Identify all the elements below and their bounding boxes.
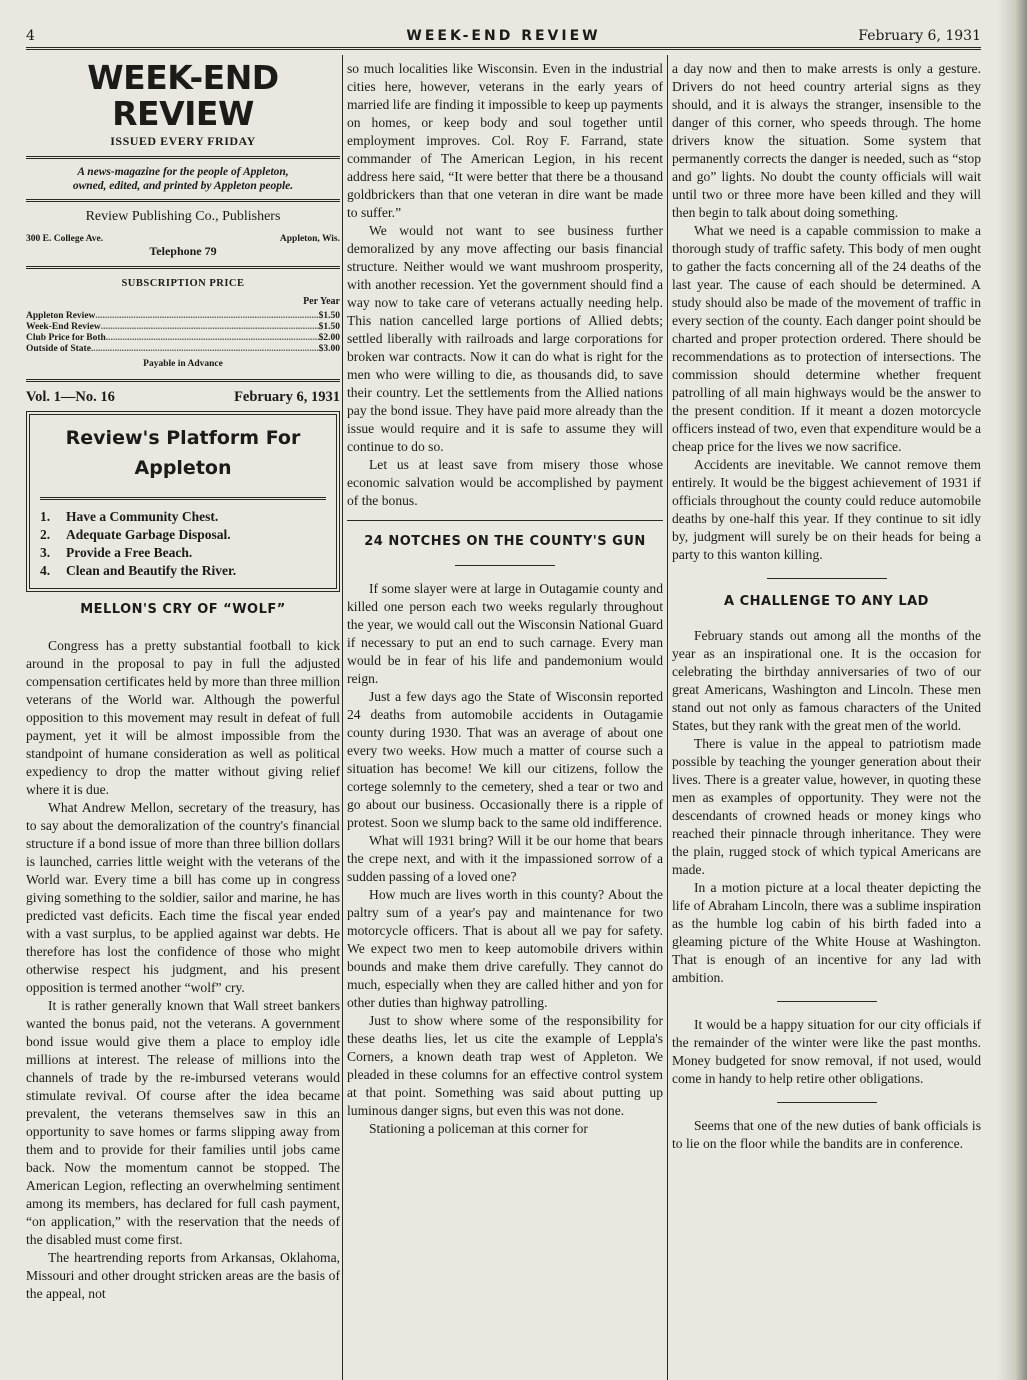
- address-line: [26, 230, 340, 242]
- price-name: Appleton Review: [26, 311, 96, 321]
- platform-title-line: Review's Platform For: [65, 427, 301, 449]
- price-heading: SUBSCRIPTION PRICE: [121, 278, 245, 289]
- dot-leader: [95, 311, 318, 322]
- page-header: [26, 28, 981, 48]
- paragraph: What will 1931 bring? Will it be our home that bears the crepe next, and with it the impassioned sorrow of a sudden passing of a loved one?: [347, 833, 663, 884]
- paragraph: What Andrew Mellon, secretary of the treasury, has to say about the demoralization of the country's financial structure if a bond issue of more than three billion dollars is launched, carries little weight with the veterans of the World war. Every time a bill has come up in congress giving something to the soldier, sailor and marine, he has predicted vast deficits. Each time the fiscal year ended with a vast surplus, to be applied against war debts. He therefore has lost the confidence of those who might otherwise respect his judgment, and his present opposition is termed another “wolf” cry.: [26, 800, 340, 995]
- price-value: $1.50: [318, 322, 340, 332]
- paragraph: Just to show where some of the responsibility for these deaths lies, let us cite the example of Leppla's Corners, a known death trap west of Appleton. We pleaded in these columns for an effective control system at that point. Something was said about putting up luminous danger signs, but even this was not done.: [347, 1013, 663, 1118]
- price-name: Outside of State: [26, 344, 91, 354]
- paragraph: What we need is a capable commission to make a thorough study of traffic safety. This body of men ought to gather the facts concerning all of the 24 deaths of the last year. The cause of each should be determined. A study should also be made of the movement of traffic in every section of the county. Each danger point should be charted and proper protection ordered. There should be recommendations as to protection of intersections. The commission should determine whether frequent patrolling of all main highways would be the answer to the present condition. If it meant a dozen motorcycle officers instead of two, even that expenditure would be a cheap price for the lives we now sacrifice.: [672, 223, 981, 454]
- divider: [26, 156, 340, 159]
- masthead-subtitle: ISSUED EVERY FRIDAY: [110, 134, 256, 148]
- platform-item-text: Have a Community Chest.: [66, 509, 219, 524]
- volume-number: Vol. 1—No. 16: [26, 389, 115, 405]
- price-row: [26, 311, 340, 322]
- paragraph: It is rather generally known that Wall street bankers wanted the bonus paid, not the veterans. A government bond issue would give them a place to employ idle millions at interest. The release of millions into the channels of trade by the re-imbursed veterans would stimulate revival. Of course after the idea became prevalent, the veterans themselves saw in this an opportunity to save homes or farms slipping away from them and to provide for their families until jobs came back. Now the momentum cannot be stopped. The American Legion, reflecting an overwhelming sentiment among its members, has declared for full cash payment, “on application,” with the reservation that the needs of the disabled must come first.: [26, 998, 340, 1247]
- platform-list: [40, 508, 326, 580]
- divider: [40, 497, 326, 500]
- platform-item-text: Adequate Garbage Disposal.: [66, 527, 231, 542]
- price-row: [26, 322, 340, 333]
- platform-item: [40, 544, 326, 562]
- street-address: 300 E. College Ave.: [26, 234, 104, 244]
- platform-item-number: 3.: [40, 545, 51, 560]
- header-date: February 6, 1931: [858, 28, 981, 44]
- platform-item-number: 1.: [40, 509, 51, 524]
- paragraph: Stationing a policeman at this corner for: [369, 1121, 588, 1136]
- paragraph: We would not want to see business further demoralized by any move affecting our basis financial structure. Neither would we want mushroom prosperity, with another recession. Yet the government should find a way now to take care of veterans actually needing help. This nation cancelled large portions of Allied debts; settled liberally with railroads and large corporations for broken war contracts. Now it can do what is right for the men who were willing to die, as thousands did, to save their country. Let the settlements from the Allied nations pay the bond issue. They have paid more already than the issue would require and it is safe to assume they will continue to do so.: [347, 223, 663, 454]
- platform-title-line: Appleton: [134, 457, 232, 479]
- publisher: Review Publishing Co., Publishers: [85, 209, 281, 224]
- running-title: WEEK-END REVIEW: [406, 28, 601, 44]
- city: Appleton, Wis.: [279, 234, 340, 244]
- price-name: Week-End Review: [26, 322, 101, 332]
- price-list: [26, 311, 340, 355]
- platform-item: [40, 526, 326, 544]
- paragraph: Accidents are inevitable. We cannot remove them entirely. It would be the biggest achievement of 1931 if officials throughout the county could reduce automobile deaths by one-half this year. If they continue to sit idly by, judgment will surely be on their heads for being a party to this wanton killing.: [672, 457, 981, 562]
- paragraph: a day now and then to make arrests is only a gesture. Drivers do not heed country arterial signs as they should, and it is always the stranger, insensible to the danger of this corner, who speeds through. The home drivers know the situation. Some system that permanently corrects the danger is needed, such as “stop and go” lights. No doubt the county officials will wait until two or three more have been killed and they will then begin to talk about doing something.: [672, 61, 981, 220]
- platform-title: [40, 421, 326, 493]
- platform-item-text: Provide a Free Beach.: [66, 545, 193, 560]
- paragraph: In a motion picture at a local theater depicting the life of Abraham Lincoln, there was a sublime inspiration as the humble log cabin of his birth faded into a gleaming picture of the White House at Washington. That is enough of an incentive for any lad with ambition.: [672, 880, 981, 985]
- paragraph: Let us at least save from misery those whose economic salvation would be accomplished by payment of the bonus.: [347, 457, 663, 508]
- paragraph: Seems that one of the new duties of bank officials is to lie on the floor while the bandits are in conference.: [672, 1118, 981, 1151]
- platform-item: [40, 562, 326, 580]
- page-number: 4: [26, 28, 35, 44]
- per-year-label: Per Year: [303, 296, 340, 307]
- paragraph: There is value in the appeal to patriotism made possible by teaching the younger generation about their lives. There is a greater value, however, in quoting these men as examples of opportunity. They were not the descendants of crowned heads or money kings who reached their pinnacle through inheritance. They were the plain, rugged stock of which typical Americans are made.: [672, 736, 981, 877]
- platform-item-text: Clean and Beautify the River.: [66, 563, 237, 578]
- telephone: Telephone 79: [149, 244, 217, 258]
- price-value: $2.00: [318, 333, 340, 343]
- headline-mellon: MELLON'S CRY OF “WOLF”: [80, 602, 286, 617]
- divider: [26, 379, 340, 382]
- price-value: $1.50: [318, 311, 340, 321]
- tagline-line: A news-magazine for the people of Appleton,: [77, 166, 289, 178]
- price-name: Club Price for Both: [26, 333, 106, 343]
- divider: [767, 578, 887, 579]
- price-value: $3.00: [318, 344, 340, 354]
- column-rule: [342, 55, 343, 1380]
- column-3: [672, 60, 981, 1153]
- paragraph: Congress has a pretty substantial football to kick around in the proposal to pay in full the adjusted compensation certificates held by more than three million veterans of the World war. Although the powerful opposition to this movement may result in defeat of full payment, yet it will be almost impossible from the standpoint of humane consideration as well as political expediency to drop the matter without giving relief where it is due.: [26, 638, 340, 797]
- tagline: [26, 165, 340, 193]
- headline-challenge: A CHALLENGE TO ANY LAD: [724, 594, 929, 609]
- paragraph: Just a few days ago the State of Wisconsin reported 24 deaths from automobile accidents in Outagamie county during 1930. That was an average of about one every two weeks. How much a matter of course such a situation has become! We kill our citizens, follow the cortege solemnly to the cemetery, shed a tear or two and go about our business. Occasionally there is a ripple of protest. Soon we slump back to the same old indifference.: [347, 689, 663, 830]
- platform-item-number: 2.: [40, 527, 51, 542]
- paragraph: If some slayer were at large in Outagamie county and killed one person each two weeks regularly throughout the year, we would call out the Wisconsin National Guard if necessary to put an end to such carnage. Every man would be in fear of his life and pandemonium would reign.: [347, 581, 663, 686]
- paragraph: so much localities like Wisconsin. Even in the industrial cities here, however, veterans in the early years of married life are finding it impossible to keep up payments on homes, or keep body and soul together until employment improves. Col. Roy F. Farrand, state commander of The American Legion, in his recent address here said, “It were better that there be a thousand goldbrickers than that one veteran in dire want be made to suffer.”: [347, 61, 663, 220]
- dot-leader: [101, 322, 319, 333]
- column-rule: [667, 55, 668, 1380]
- platform-item: [40, 508, 326, 526]
- header-rule: [26, 47, 981, 50]
- divider: [777, 1102, 877, 1103]
- payable-note: Payable in Advance: [143, 359, 223, 369]
- masthead-title: WEEK-END REVIEW: [87, 58, 279, 133]
- paragraph: February stands out among all the months of the year as an inspirational one. It is the occasion for celebrating the birthday anniversaries of two of our great Americans, Washington and Lincoln. These men stand out not only as famous characters of the United States, but they rank with the great men of the world.: [672, 628, 981, 733]
- divider: [455, 565, 555, 566]
- platform-box: [29, 414, 337, 589]
- divider: [26, 199, 340, 202]
- divider: [347, 520, 663, 521]
- dot-leader: [91, 344, 319, 355]
- divider: [26, 266, 340, 269]
- headline-notches: 24 NOTCHES ON THE COUNTY'S GUN: [364, 534, 646, 549]
- paragraph: The heartrending reports from Arkansas, Oklahoma, Missouri and other drought stricken areas are the basis of the appeal, not: [26, 1250, 340, 1301]
- page-binding-edge: [997, 0, 1027, 1380]
- column-2: [347, 60, 663, 1138]
- paragraph: How much are lives worth in this county? About the paltry sum of a year's pay and maintenance for two motorcycle officers. That is about all we pay for safety. We expect two men to keep automobile drivers within bounds and make them drive carefully. They cannot do much, especially when they are called hither and yon for other duties than highway patrolling.: [347, 887, 663, 1010]
- tagline-line: owned, edited, and printed by Appleton people.: [72, 180, 294, 192]
- column-1: [26, 60, 340, 1303]
- divider: [777, 1001, 877, 1002]
- price-row: [26, 333, 340, 344]
- issue-date: February 6, 1931: [234, 389, 340, 405]
- paragraph: It would be a happy situation for our city officials if the remainder of the winter were like the past months. Money budgeted for snow removal, if not used, would come in handy to help retire other obligations.: [672, 1017, 981, 1086]
- dot-leader: [106, 333, 319, 344]
- platform-item-number: 4.: [40, 563, 51, 578]
- volume-line: [26, 388, 340, 406]
- price-row: [26, 344, 340, 355]
